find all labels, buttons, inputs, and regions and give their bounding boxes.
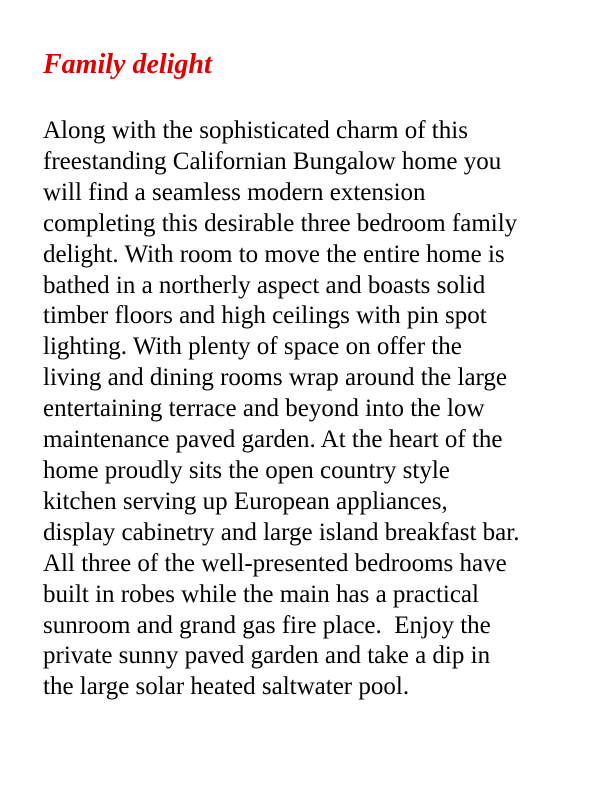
paragraph-line: kitchen serving up European appliances, [43, 487, 448, 515]
paragraph-line: living and dining rooms wrap around the large [43, 364, 508, 392]
paragraph-line: entertaining terrace and beyond into the low [43, 395, 485, 423]
paragraph-line: sunroom and grand gas fire place. Enjoy the [43, 611, 491, 639]
paragraph-line: maintenance paved garden. At the heart of the [43, 426, 503, 454]
document-title: Family delight [43, 49, 212, 80]
paragraph-line: completing this desirable three bedroom family [43, 209, 518, 237]
paragraph-line: Along with the sophisticated charm of this [43, 117, 468, 144]
paragraph-line: will find a seamless modern extension [43, 178, 426, 206]
paragraph-line: display cabinetry and large island breakfast bar. [43, 518, 520, 546]
paragraph-line: the large solar heated saltwater pool. [43, 673, 410, 701]
paragraph-line: home proudly sits the open country style [43, 456, 450, 484]
paragraph-line: lighting. With plenty of space on offer the [43, 333, 462, 361]
paragraph-line: timber floors and high ceilings with pin spot [43, 302, 487, 330]
description-paragraph [43, 116, 588, 703]
paragraph-line: delight. With room to move the entire home is [43, 240, 505, 268]
paragraph-line: All three of the well-presented bedrooms have [43, 549, 507, 577]
paragraph-line: freestanding Californian Bungalow home you [43, 147, 502, 175]
paragraph-line: private sunny paved garden and take a dip in [43, 642, 491, 670]
paragraph-line: built in robes while the main has a practical [43, 580, 479, 608]
paragraph-line: bathed in a northerly aspect and boasts solid [43, 271, 486, 299]
